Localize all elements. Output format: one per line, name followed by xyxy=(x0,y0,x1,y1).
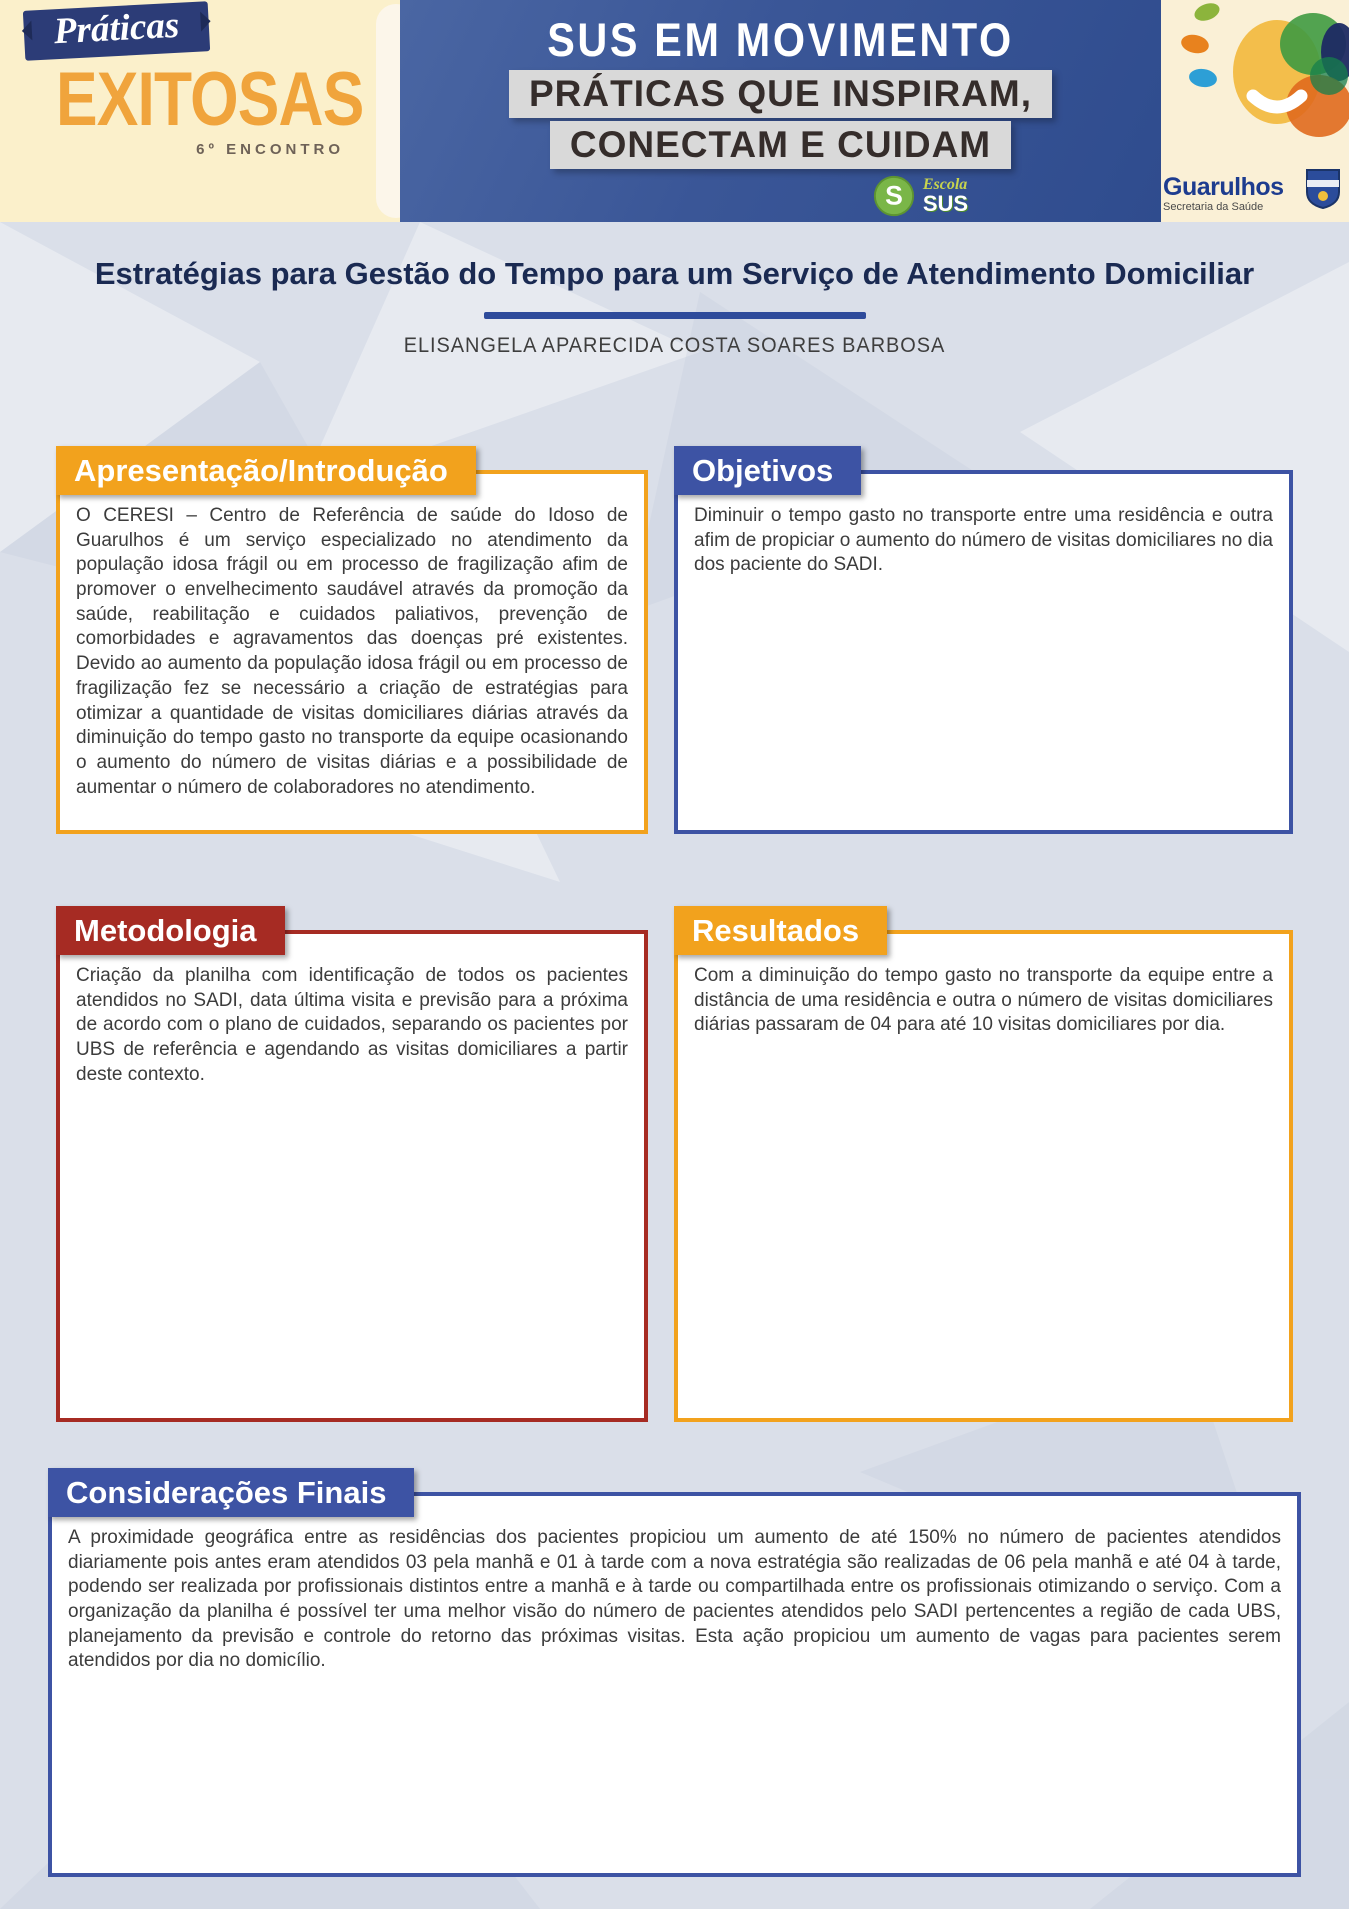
sus-em-movimento-title: SUS EM MOVIMENTO xyxy=(547,13,1014,66)
section-body-objetivos: Diminuir o tempo gasto no transporte entre uma residência e outra afim de propiciar o aumento do número de visitas domiciliares no dia dos paciente do SADI. xyxy=(694,505,1273,576)
page-title: Estratégias para Gestão do Tempo para um Serviço de Atendimento Domiciliar xyxy=(94,256,1255,291)
escola-sus-logo xyxy=(872,174,968,218)
header-left-panel xyxy=(0,0,400,222)
header-center-panel xyxy=(400,0,1161,222)
section-heading-objetivos: Objetivos xyxy=(674,446,861,495)
section-row-1 xyxy=(0,453,1349,834)
guarulhos-subtitle: Secretaria da Saúde xyxy=(1163,201,1264,214)
section-row-3 xyxy=(48,1475,1301,1877)
praticas-ribbon: Práticas xyxy=(23,1,211,61)
header-banner xyxy=(0,0,1349,222)
section-consideracoes-finais xyxy=(48,1475,1301,1877)
title-divider-rule xyxy=(484,312,866,319)
section-row-2 xyxy=(0,913,1349,1422)
section-body-consideracoes: A proximidade geográfica entre as residências dos pacientes propiciou um aumento de até 150% no número de pacientes atendidos diariamente pois antes eram atendidos 03 pela manhã e 01 à tarde com a nova estratégia são realizadas de 06 pela manhã e até 04 à tarde, podendo ser realizada por profissionais distintos entre a manhã e à tarde ou compartilhada entre os profissionais otimizando o serviço. Com a organização da planilha é possível ter uma melhor visão do número de pacientes atendidos pelo SADI pertencentes a região de cada UBS, planejamento da previsão e controle do retorno das próximas visitas. Esta ação propiciou um aumento de vagas para pacientes serem atendidos por dia no domicílio. xyxy=(68,1527,1281,1672)
sus-label: SUS xyxy=(922,191,969,216)
section-body-metodologia: Criação da planilha com identificação de todos os pacientes atendidos no SADI, data última visita e previsão para a próxima de acordo com o plano de cuidados, separando os pacientes por UBS de referência e agendando as visitas domiciliares a partir deste contexto. xyxy=(76,965,628,1085)
svg-text:S: S xyxy=(884,180,903,211)
section-heading-apresentacao: Apresentação/Introdução xyxy=(56,446,476,495)
guarulhos-smile-logo-icon xyxy=(1173,0,1349,150)
praticas-exitosas-logo xyxy=(14,4,364,158)
section-objetivos xyxy=(674,453,1293,834)
escola-sus-icon xyxy=(872,174,916,218)
guarulhos-wordmark: Guarulhos xyxy=(1163,173,1284,202)
exitosas-wordmark: EXITOSAS xyxy=(56,57,364,142)
section-metodologia xyxy=(56,913,648,1422)
section-heading-consideracoes: Considerações Finais xyxy=(48,1468,414,1517)
author-name: ELISANGELA APARECIDA COSTA SOARES BARBOSA xyxy=(403,334,946,357)
section-body-resultados: Com a diminuição do tempo gasto no transporte da equipe entre a distância de uma residência e outra o número de visitas domiciliares diárias passaram de 04 para até 10 visitas domiciliares por dia. xyxy=(694,965,1273,1036)
poster-body xyxy=(0,222,1349,1877)
guarulhos-crest-icon xyxy=(1301,166,1345,212)
section-apresentacao-introducao xyxy=(56,453,648,834)
header-right-panel xyxy=(1161,0,1349,222)
encontro-edition-label: 6º ENCONTRO xyxy=(196,141,344,158)
section-heading-metodologia: Metodologia xyxy=(56,906,285,955)
guarulhos-logo xyxy=(1163,174,1283,214)
section-body-apresentacao: O CERESI – Centro de Referência de saúde do Idoso de Guarulhos é um serviço especializado no atendimento da população idosa frágil ou em processo de fragilização afim de promover o envelhecimento saudável através da promoção da saúde, reabilitação e cuidados paliativos, prevenção de comorbidades e agravamentos das doenças pré existentes. Devido ao aumento da população idosa frágil ou em processo de fragilização fez se necessário a criação de estratégias para otimizar a quantidade de visitas domiciliares diárias através da diminuição do tempo gasto no transporte da equipe ocasionando o aumento do número de visitas diárias e a possibilidade de aumentar o número de colaboradores no atendimento. xyxy=(76,505,628,798)
section-heading-resultados: Resultados xyxy=(674,906,887,955)
banner-subtitle-1: PRÁTICAS QUE INSPIRAM, xyxy=(509,70,1052,118)
banner-subtitle-2: CONECTAM E CUIDAM xyxy=(550,121,1011,169)
section-resultados xyxy=(674,913,1293,1422)
escola-label: Escola xyxy=(922,176,968,193)
